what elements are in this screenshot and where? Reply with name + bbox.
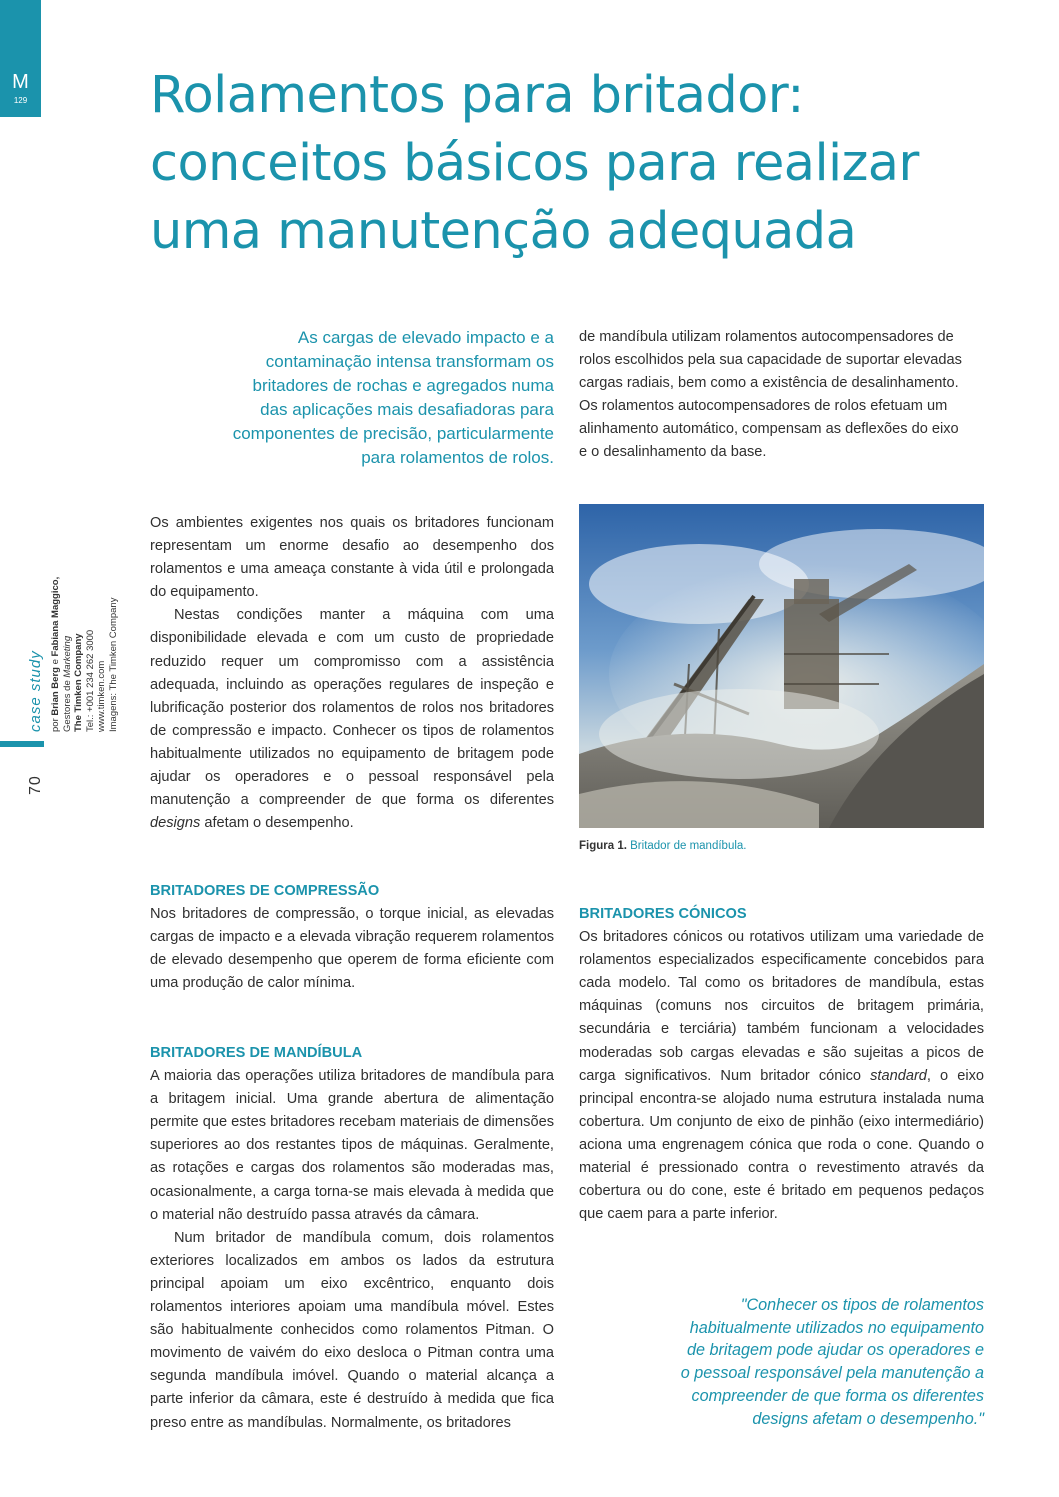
intro-paragraph: Os ambientes exigentes nos quais os britadores funcionam representam um enorme desafio ao desempenho dos rolamentos e uma ameaça constante à vida útil e prolongada do equipamento.: [150, 515, 554, 601]
article-title: [150, 62, 1010, 266]
figure-label: Figura 1.: [579, 840, 627, 852]
lead-line: As cargas de elevado impacto e a: [297, 328, 554, 347]
lead-paragraph: [200, 326, 554, 470]
company-name: The Timken Company: [73, 633, 84, 732]
section-paragraph: Os britadores cónicos ou rotativos utilizam uma variedade de rolamentos especializados especificamente concebidos para cada modelo. Tal como os britadores de mandíbula, estas máquinas (comuns nos circuitos de britagem primária, secundária e terciária) também funcionam a velocidades moderadas sob cargas elevadas e são sujeitas a picos de carga significativos. Num britador cónico standard, o eixo principal encontra-se alojado numa estrutura instalada numa cobertura. Um conjunto de eixo de pinhão (eixo intermediário) aciona uma engrenagem cónica que roda o cone. Quando o material é pressionado contra o revestimento através da cobertura ou do cone, este é britado em pequenos pedaços que caem para a parte inferior.: [579, 929, 985, 1223]
author-credits: por Brian Berg e Fabiana Maggico, Gestores de Marketing The Timken Company Tel.: +001 234 262 3000 www.timken.com Imagens: The Timken Company: [50, 576, 119, 732]
body-line: rolos escolhidos pela sua capacidade de suportar elevadas: [579, 352, 962, 369]
body-line: de mandíbula utilizam rolamentos autocompensadores de: [579, 329, 954, 345]
phone: Tel.: +001 234 262 3000: [84, 629, 96, 732]
section-compressao: [150, 880, 554, 995]
quote-line: de britagem pode ajudar os operadores e: [687, 1341, 984, 1360]
quote-line: habitualmente utilizados no equipamento: [689, 1318, 984, 1337]
image-credit: Imagens: The Timken Company: [107, 597, 119, 732]
section-paragraph: Num britador de mandíbula comum, dois rolamentos exteriores localizados em ambos os lados da estrutura principal apoiam um eixo excêntrico, enquanto dois rolamentos interiores apoiam uma mandíbula móvel. Estes são habitualmente conhecidos como rolamentos Pitman. O movimento de vaivém do eixo desloca o Pitman contra uma segunda mandíbula imóvel. Quando o material alcança a parte inferior da câmara, este é destruído à medida que fica preso entre as mandíbulas. Normalmente, os britadores: [150, 1229, 554, 1431]
title-line: Rolamentos para britador:: [150, 66, 804, 125]
author-name: Brian Berg: [50, 667, 61, 716]
section-conicos: [579, 903, 984, 1226]
pull-quote: [620, 1294, 984, 1430]
section-paragraph: A maioria das operações utiliza britadores de mandíbula para a britagem inicial. Uma grande abertura de alimentação permite que estes britadores recebam materiais de dimensões superiores ao dos restantes tipos de máquinas. Geralmente, as rotações e cargas dos rolamentos são moderadas mas, ocasionalmente, a carga torna-se mais elevada à medida que o material não destruído passa através da câmara.: [150, 1068, 554, 1223]
section-heading: BRITADORES DE MANDÍBULA: [150, 1045, 363, 1061]
body-line: e o desalinhamento da base.: [579, 444, 767, 461]
section-label: case study: [27, 650, 44, 732]
crusher-photo: [579, 504, 984, 828]
section-mandibula: [150, 1042, 554, 1435]
figure-caption: [579, 839, 746, 853]
right-column-top: [579, 326, 984, 465]
lead-line: componentes de precisão, particularmente: [232, 424, 554, 443]
website: www.timken.com: [96, 660, 107, 732]
intro-text: [150, 512, 554, 835]
lead-line: das aplicações mais desafiadoras para: [260, 400, 554, 419]
section-tab: [0, 0, 41, 117]
body-line: Os rolamentos autocompensadores de rolos efetuam um: [579, 398, 948, 415]
quote-line: designs afetam o desempenho.": [752, 1409, 984, 1428]
section-number: 129: [13, 96, 28, 105]
lead-line: britadores de rochas e agregados numa: [252, 376, 554, 395]
quote-line: compreender de que forma os diferentes: [691, 1386, 984, 1405]
section-paragraph: Nos britadores de compressão, o torque inicial, as elevadas cargas de impacto e a elevada vibração requerem rolamentos de elevado desempenho que operem de forma eficiente com uma produção de calor mínima.: [150, 906, 554, 992]
section-heading: BRITADORES CÓNICOS: [579, 906, 747, 922]
figure-text: Britador de mandíbula.: [626, 840, 747, 852]
title-line: conceitos básicos para realizar: [150, 134, 919, 193]
lead-line: contaminação intensa transformam os: [265, 352, 554, 371]
quote-line: "Conhecer os tipos de rolamentos: [740, 1296, 984, 1314]
quote-line: o pessoal responsável pela manutenção a: [680, 1364, 984, 1383]
body-line: alinhamento automático, compensam as deflexões do eixo: [579, 421, 959, 438]
body-line: cargas radiais, bem como a existência de desalinhamento.: [579, 375, 959, 392]
intro-paragraph: Nestas condições manter a máquina com uma disponibilidade elevada e com um custo de propriedade reduzido requer um compromisso com a assistência adequada, incluindo as operações regulares de inspeção e lubrificação posterior dos rolamentos de rolos nos britadores de compressão e impacto. Conhecer os tipos de rolamentos habitualmente utilizados no equipamento de britagem pode ajudar os operadores e o pessoal responsável pela manutenção a compreender de que forma os diferentes designs afetam o desempenho.: [150, 607, 554, 832]
title-line: uma manutenção adequada: [150, 202, 857, 261]
author-name: Fabiana Maggico,: [50, 576, 61, 657]
section-letter: M: [12, 71, 29, 93]
sidebar-rule: [0, 741, 44, 747]
lead-line: para rolamentos de rolos.: [361, 448, 554, 467]
page-number: 70: [27, 775, 44, 795]
section-heading: BRITADORES DE COMPRESSÃO: [150, 883, 380, 899]
